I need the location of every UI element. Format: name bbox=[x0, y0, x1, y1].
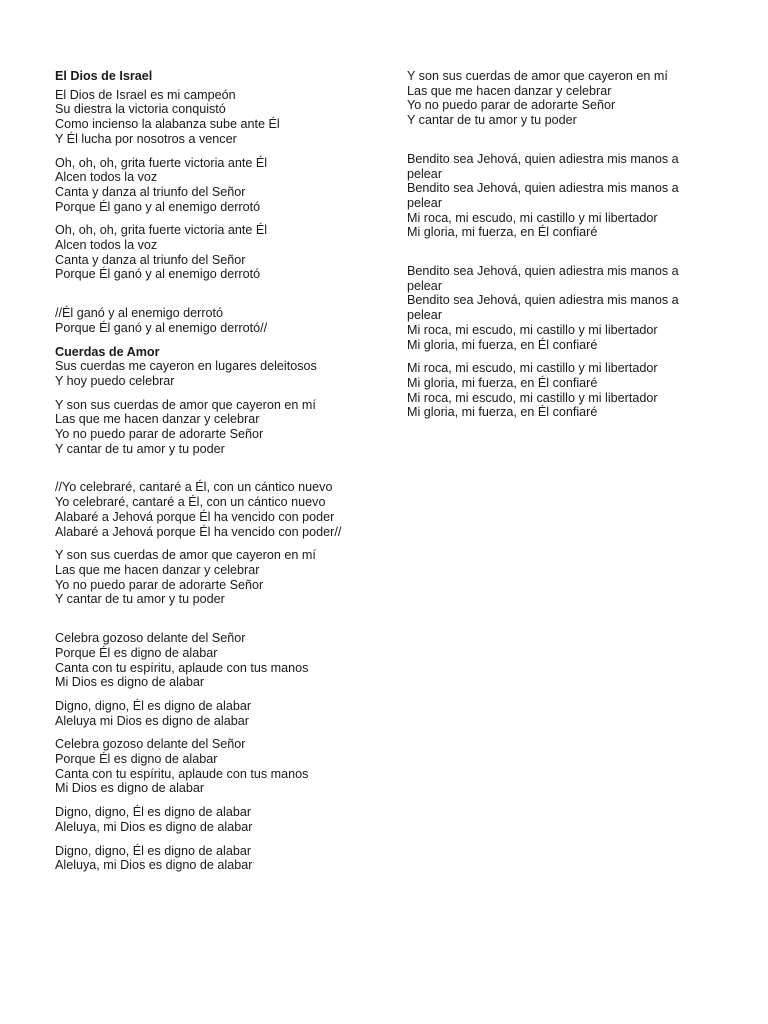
lyric-line: Digno, digno, Él es digno de alabar bbox=[55, 805, 252, 820]
stanza bbox=[55, 223, 365, 282]
lyric-line: Mi Dios es digno de alabar bbox=[55, 675, 205, 690]
lyric-line: Mi Dios es digno de alabar bbox=[55, 781, 205, 796]
lyric-line: Y son sus cuerdas de amor que cayeron en mí bbox=[55, 548, 316, 563]
stanza bbox=[55, 737, 365, 796]
lyric-line: //Yo celebraré, cantaré a Él, con un cántico nuevo bbox=[55, 480, 333, 495]
lyric-line: Mi roca, mi escudo, mi castillo y mi libertador bbox=[407, 361, 658, 376]
lyric-line: //Él ganó y al enemigo derrotó bbox=[55, 306, 224, 321]
lyric-line: Alabaré a Jehová porque Él ha vencido con poder bbox=[55, 509, 335, 524]
lyric-line: Digno, digno, Él es digno de alabar bbox=[55, 698, 252, 713]
lyric-line: Canta con tu espíritu, aplaude con tus manos bbox=[55, 660, 309, 675]
lyric-line: Porque Él es digno de alabar bbox=[55, 752, 218, 767]
lyric-line: Como incienso la alabanza sube ante Él bbox=[55, 117, 280, 132]
lyric-line: Aleluya, mi Dios es digno de alabar bbox=[55, 819, 253, 834]
lyric-line: Y cantar de tu amor y tu poder bbox=[55, 441, 225, 456]
lyric-line: Alabaré a Jehová porque Él ha vencido con poder// bbox=[55, 524, 342, 539]
stanza bbox=[55, 306, 365, 335]
lyric-line: Mi roca, mi escudo, mi castillo y mi libertador bbox=[407, 390, 658, 405]
lyric-line: Sus cuerdas me cayeron en lugares deleitosos bbox=[55, 359, 317, 374]
lyric-line: Porque Él gano y al enemigo derrotó bbox=[55, 199, 261, 214]
lyric-line: Alcen todos la voz bbox=[55, 170, 158, 185]
lyric-line: Bendito sea Jehová, quien adiestra mis manos a pelear bbox=[407, 181, 679, 210]
lyric-line: Celebra gozoso delante del Señor bbox=[55, 631, 246, 646]
stanza bbox=[55, 631, 365, 690]
lyric-line: Canta y danza al triunfo del Señor bbox=[55, 252, 246, 267]
song-title-el-dios-de-israel: El Dios de Israel bbox=[55, 69, 153, 83]
stanza bbox=[407, 152, 707, 240]
lyric-line: Las que me hacen danzar y celebrar bbox=[55, 412, 260, 427]
lyric-line: Mi roca, mi escudo, mi castillo y mi libertador bbox=[407, 210, 658, 225]
right-column bbox=[407, 69, 707, 429]
stanza bbox=[55, 699, 365, 728]
lyric-line: Alcen todos la voz bbox=[55, 238, 158, 253]
lyric-line: Bendito sea Jehová, quien adiestra mis manos a pelear bbox=[407, 264, 679, 293]
stanza bbox=[407, 264, 707, 352]
lyric-line: Digno, digno, Él es digno de alabar bbox=[55, 843, 252, 858]
lyric-line: Bendito sea Jehová, quien adiestra mis manos a pelear bbox=[407, 151, 679, 181]
lyric-line: Su diestra la victoria conquistó bbox=[55, 102, 226, 117]
lyric-line: Mi roca, mi escudo, mi castillo y mi libertador bbox=[407, 322, 658, 337]
lyric-line: Yo no puedo parar de adorarte Señor bbox=[55, 427, 264, 442]
stanza bbox=[407, 69, 707, 128]
lyric-line: Y cantar de tu amor y tu poder bbox=[55, 592, 225, 607]
lyric-line: Yo no puedo parar de adorarte Señor bbox=[55, 577, 264, 592]
stanza bbox=[55, 359, 365, 388]
lyric-line: Y hoy puedo celebrar bbox=[55, 373, 175, 388]
lyric-line: Porque Él ganó y al enemigo derrotó// bbox=[55, 320, 268, 335]
lyric-line: Aleluya mi Dios es digno de alabar bbox=[55, 713, 249, 728]
stanza bbox=[55, 156, 365, 215]
lyric-line: Canta con tu espíritu, aplaude con tus manos bbox=[55, 766, 309, 781]
stanza bbox=[55, 480, 365, 539]
lyric-line: Oh, oh, oh, grita fuerte victoria ante Él bbox=[55, 155, 268, 170]
stanza bbox=[55, 398, 365, 457]
lyric-line: Oh, oh, oh, grita fuerte victoria ante Él bbox=[55, 223, 268, 238]
lyric-line: Celebra gozoso delante del Señor bbox=[55, 737, 246, 752]
lyric-line: Porque Él ganó y al enemigo derrotó bbox=[55, 267, 261, 282]
lyric-line: Canta y danza al triunfo del Señor bbox=[55, 184, 246, 199]
lyric-line: Bendito sea Jehová, quien adiestra mis manos a pelear bbox=[407, 293, 679, 323]
lyric-line: Mi gloria, mi fuerza, en Él confiaré bbox=[407, 375, 598, 390]
lyric-line: Mi gloria, mi fuerza, en Él confiaré bbox=[407, 225, 598, 240]
lyric-line: El Dios de Israel es mi campeón bbox=[55, 87, 236, 102]
stanza bbox=[55, 88, 365, 147]
lyric-line: Y son sus cuerdas de amor que cayeron en mí bbox=[407, 69, 668, 83]
stanza bbox=[55, 548, 365, 607]
lyric-line: Mi gloria, mi fuerza, en Él confiaré bbox=[407, 337, 598, 352]
left-column bbox=[55, 69, 365, 882]
lyric-line: Las que me hacen danzar y celebrar bbox=[407, 83, 612, 98]
lyric-line: Aleluya, mi Dios es digno de alabar bbox=[55, 858, 253, 873]
lyric-line: Y Él lucha por nosotros a vencer bbox=[55, 131, 237, 146]
lyric-line: Porque Él es digno de alabar bbox=[55, 645, 218, 660]
song-title-cuerdas-de-amor: Cuerdas de Amor bbox=[55, 344, 160, 359]
lyric-line: Mi gloria, mi fuerza, en Él confiaré bbox=[407, 405, 598, 420]
stanza bbox=[407, 361, 707, 420]
stanza bbox=[55, 805, 365, 834]
lyric-line: Yo celebraré, cantaré a Él, con un cántico nuevo bbox=[55, 495, 326, 510]
lyric-line: Las que me hacen danzar y celebrar bbox=[55, 562, 260, 577]
lyric-line: Y cantar de tu amor y tu poder bbox=[407, 113, 577, 128]
lyric-line: Y son sus cuerdas de amor que cayeron en mí bbox=[55, 397, 316, 412]
stanza bbox=[55, 844, 365, 873]
lyric-line: Yo no puedo parar de adorarte Señor bbox=[407, 98, 616, 113]
